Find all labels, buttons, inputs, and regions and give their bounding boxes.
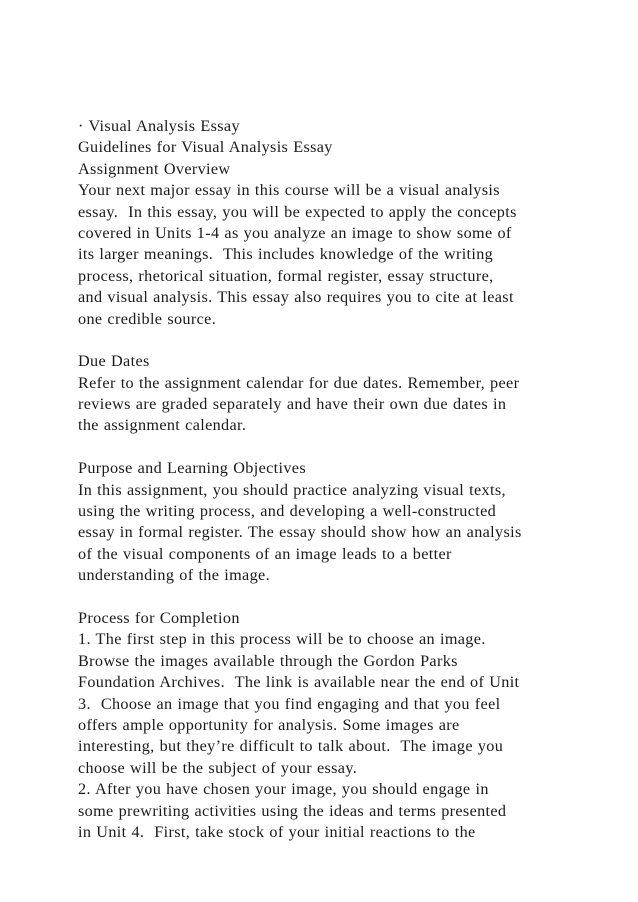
paragraph-line: process, rhetorical situation, formal register, essay structure, bbox=[78, 266, 494, 285]
section-heading-process-for-completion: Process for Completion bbox=[78, 608, 240, 627]
paragraph-line: the assignment calendar. bbox=[78, 416, 247, 435]
document-title: · Visual Analysis Essay bbox=[78, 117, 240, 135]
paragraph-line: choose will be the subject of your essay. bbox=[78, 758, 358, 777]
paragraph-line: its larger meanings. This includes knowledge of the writing bbox=[78, 245, 494, 264]
paragraph-line: 3. Choose an image that you find engaging and that you feel bbox=[78, 694, 501, 713]
paragraph-line: covered in Units 1-4 as you analyze an image to show some of bbox=[78, 223, 512, 242]
paragraph-line: Your next major essay in this course will be a visual analysis bbox=[78, 181, 500, 200]
paragraph-spacer bbox=[78, 587, 618, 608]
paragraph-line: essay in formal register. The essay should show how an analysis bbox=[78, 523, 522, 542]
paragraph-line: understanding of the image. bbox=[78, 566, 270, 585]
section-heading-assignment-overview: Assignment Overview bbox=[78, 159, 231, 178]
paragraph-line: using the writing process, and developing a well-constructed bbox=[78, 502, 497, 521]
paragraph-line: offers ample opportunity for analysis. Some images are bbox=[78, 715, 460, 734]
paragraph-line: interesting, but they’re difficult to talk about. The image you bbox=[78, 737, 504, 756]
paragraph-line: reviews are graded separately and have their own due dates in bbox=[78, 395, 507, 414]
paragraph-spacer bbox=[78, 437, 618, 458]
section-heading-purpose-and-learning-objectives: Purpose and Learning Objectives bbox=[78, 459, 306, 478]
paragraph-line: Foundation Archives. The link is available near the end of Unit bbox=[78, 673, 520, 692]
paragraph-line: in Unit 4. First, take stock of your initial reactions to the bbox=[78, 822, 476, 841]
paragraph-spacer bbox=[78, 330, 618, 351]
paragraph-line: and visual analysis. This essay also requires you to cite at least bbox=[78, 288, 514, 307]
section-heading-due-dates: Due Dates bbox=[78, 352, 150, 371]
paragraph-line: of the visual components of an image leads to a better bbox=[78, 544, 452, 563]
paragraph-line: In this assignment, you should practice analyzing visual texts, bbox=[78, 480, 506, 499]
paragraph-line: Refer to the assignment calendar for due dates. Remember, peer bbox=[78, 373, 520, 392]
document-subtitle: Guidelines for Visual Analysis Essay bbox=[78, 138, 333, 157]
paragraph-line: essay. In this essay, you will be expected to apply the concepts bbox=[78, 202, 517, 221]
paragraph-line: 2. After you have chosen your image, you should engage in bbox=[78, 780, 489, 799]
document-body bbox=[78, 116, 618, 843]
paragraph-line: one credible source. bbox=[78, 309, 217, 328]
paragraph-line: some prewriting activities using the ideas and terms presented bbox=[78, 801, 507, 820]
paragraph-line: Browse the images available through the Gordon Parks bbox=[78, 651, 458, 670]
paragraph-line: 1. The first step in this process will be to choose an image. bbox=[78, 630, 486, 649]
